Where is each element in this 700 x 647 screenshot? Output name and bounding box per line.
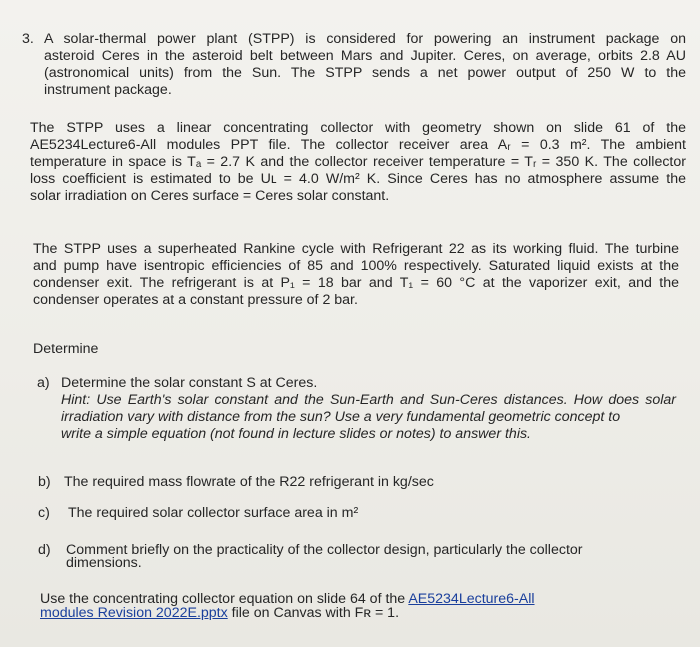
cycle-line: condenser operates at a constant pressure of 2 bar. (33, 292, 358, 308)
determine-heading: Determine (33, 341, 99, 357)
lecture-file-link[interactable]: AE5234Lecture6-All (408, 591, 535, 607)
cycle-line: condenser exit. The refrigerant is at P₁ = 18 bar and T₁ = 60 °C at the vaporizer exit, and the (33, 275, 679, 291)
footer-line-2-text: file on Canvas with Fʀ = 1. (227, 605, 400, 621)
cycle-line: The STPP uses a superheated Rankine cycle with Refrigerant 22 as its working fluid. The turbine (33, 241, 679, 257)
collector-line: solar irradiation on Ceres surface = Ceres solar constant. (30, 188, 390, 204)
part-b-text: The required mass flowrate of the R22 refrigerant in kg/sec (64, 474, 434, 490)
collector-line: temperature in space is Tₐ = 2.7 K and the collector receiver temperature = Tᵣ = 350 K. The collector (30, 154, 686, 170)
collector-line: AE5234Lecture6-All modules PPT file. The collector receiver area Aᵣ = 0.3 m². The ambient (30, 137, 686, 153)
lecture-file-link-continued[interactable]: modules Revision 2022E.pptx (40, 605, 228, 621)
part-d-line: Comment briefly on the practicality of the collector design, particularly the collector (66, 542, 583, 558)
footer-line-2 (40, 605, 399, 622)
part-b-marker: b) (38, 474, 51, 490)
collector-line: The STPP uses a linear concentrating collector with geometry shown on slide 61 of the (30, 120, 686, 136)
part-c-text: The required solar collector surface area in m² (68, 505, 359, 521)
part-d-marker: d) (38, 542, 51, 558)
part-a-marker: a) (37, 375, 50, 391)
intro-line: instrument package. (44, 82, 172, 98)
intro-line: A solar-thermal power plant (STPP) is considered for powering an instrument package on (44, 31, 686, 47)
cycle-line: and pump have isentropic efficiencies of 85 and 100% respectively. Saturated liquid exists at the (33, 258, 679, 274)
part-a-hint-line: irradiation vary with distance from the sun? Use a very fundamental geometric concept to (61, 409, 621, 425)
collector-line: loss coefficient is estimated to be Uʟ = 4.0 W/m² K. Since Ceres has no atmosphere assume the (30, 171, 686, 187)
intro-line: (astronomical units) from the Sun. The STPP sends a net power output of 250 W to the (44, 65, 686, 81)
part-d-line: dimensions. (66, 555, 142, 571)
problem-number: 3. (22, 31, 34, 47)
intro-line: asteroid Ceres in the asteroid belt between Mars and Jupiter. Ceres, on average, orbits 2.8 AU (44, 48, 686, 64)
part-a-hint-line: write a simple equation (not found in lecture slides or notes) to answer this. (61, 426, 532, 442)
part-a-text: Determine the solar constant S at Ceres. (61, 375, 318, 391)
part-c-marker: c) (38, 505, 50, 521)
footer-line-1-text: Use the concentrating collector equation on slide 64 of the (40, 591, 409, 607)
part-a-hint-line: Hint: Use Earth's solar constant and the Sun-Earth and Sun-Ceres distances. How does solar (61, 392, 676, 408)
